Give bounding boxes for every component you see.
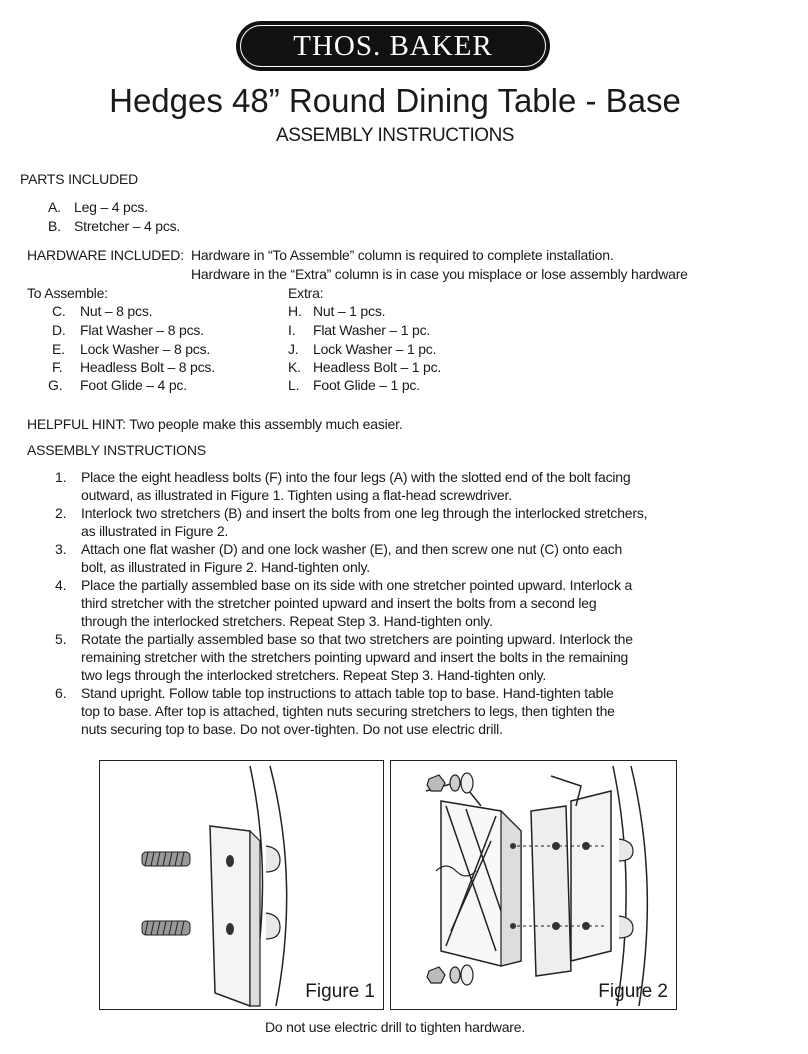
figure-1 xyxy=(99,760,384,1010)
to-assemble-item: Headless Bolt – 8 pcs. xyxy=(80,359,215,375)
step-text: Place the eight headless bolts (F) into the four legs (A) with the slotted end of the bolt facing xyxy=(81,469,631,485)
extra-letter: I. xyxy=(288,322,296,338)
figure-2-illustration xyxy=(391,761,676,1009)
step-number: 5. xyxy=(55,631,67,647)
step-text: Attach one flat washer (D) and one lock washer (E), and then screw one nut (C) onto each xyxy=(81,541,623,557)
to-assemble-item: Flat Washer – 8 pcs. xyxy=(80,322,204,338)
extra-item: Nut – 1 pcs. xyxy=(313,303,386,319)
parts-heading: PARTS INCLUDED xyxy=(20,171,139,187)
figure-1-illustration xyxy=(100,761,383,1009)
to-assemble-letter: E. xyxy=(52,341,65,357)
extra-letter: L. xyxy=(288,377,300,393)
figure-2-label: Figure 2 xyxy=(598,981,668,1002)
step-text: third stretcher with the stretcher pointed upward and insert the bolts from a second leg xyxy=(81,595,597,611)
step-number: 3. xyxy=(55,541,67,557)
figure-2 xyxy=(390,760,677,1010)
step-text: bolt, as illustrated in Figure 2. Hand-tighten only. xyxy=(81,559,370,575)
step-text: remaining stretcher with the stretchers pointing upward and insert the bolts in the remaining xyxy=(81,649,629,665)
figure-1-label: Figure 1 xyxy=(305,981,375,1002)
step-text: nuts securing top to base. Do not over-tighten. Do not use electric drill. xyxy=(81,721,503,737)
to-assemble-letter: D. xyxy=(52,322,66,338)
step-text: Interlock two stretchers (B) and insert the bolts from one leg through the interlocked stretchers, xyxy=(81,505,648,521)
parts-item-letter: A. xyxy=(48,199,61,215)
to-assemble-letter: F. xyxy=(52,359,63,375)
extra-item: Flat Washer – 1 pc. xyxy=(313,322,431,338)
extra-item: Headless Bolt – 1 pc. xyxy=(313,359,442,375)
to-assemble-item: Nut – 8 pcs. xyxy=(80,303,153,319)
step-text: Rotate the partially assembled base so that two stretchers are pointing upward. Interlock the xyxy=(81,631,633,647)
step-number: 2. xyxy=(55,505,67,521)
step-text: as illustrated in Figure 2. xyxy=(81,523,229,539)
extra-letter: K. xyxy=(288,359,301,375)
parts-item: Stretcher – 4 pcs. xyxy=(74,218,181,234)
step-text: outward, as illustrated in Figure 1. Tighten using a flat-head screwdriver. xyxy=(81,487,512,503)
hardware-note-line-2: Hardware in the “Extra” column is in case you misplace or lose assembly hardware xyxy=(191,266,688,282)
step-number: 4. xyxy=(55,577,67,593)
step-text: top to base. After top is attached, tighten nuts securing stretchers to legs, then tighten the xyxy=(81,703,615,719)
step-text: Stand upright. Follow table top instructions to attach table top to base. Hand-tighten table xyxy=(81,685,614,701)
hardware-note-line-1: Hardware in “To Assemble” column is required to complete installation. xyxy=(191,247,614,263)
page-title: Hedges 48” Round Dining Table - Base xyxy=(109,82,681,119)
brand-name: THOS. BAKER xyxy=(293,29,493,62)
step-number: 1. xyxy=(55,469,67,485)
helpful-hint: HELPFUL HINT: Two people make this assembly much easier. xyxy=(27,416,403,432)
step-text: Place the partially assembled base on its side with one stretcher pointed upward. Interlock a xyxy=(81,577,633,593)
extra-item: Lock Washer – 1 pc. xyxy=(313,341,437,357)
assembly-heading: ASSEMBLY INSTRUCTIONS xyxy=(27,442,206,458)
step-number: 6. xyxy=(55,685,67,701)
to-assemble-heading: To Assemble: xyxy=(27,285,108,301)
to-assemble-letter: C. xyxy=(52,303,66,319)
hardware-heading: HARDWARE INCLUDED: xyxy=(27,247,184,263)
parts-item: Leg – 4 pcs. xyxy=(74,199,148,215)
to-assemble-letter: G. xyxy=(48,377,63,393)
parts-item-letter: B. xyxy=(48,218,61,234)
to-assemble-item: Foot Glide – 4 pc. xyxy=(80,377,187,393)
brand-logo xyxy=(236,21,550,71)
step-text: through the interlocked stretchers. Repeat Step 3. Hand-tighten only. xyxy=(81,613,493,629)
extra-heading: Extra: xyxy=(288,285,324,301)
footer-note: Do not use electric drill to tighten hardware. xyxy=(264,1019,526,1035)
extra-item: Foot Glide – 1 pc. xyxy=(313,377,420,393)
extra-letter: J. xyxy=(288,341,299,357)
page-subtitle: ASSEMBLY INSTRUCTIONS xyxy=(276,125,514,146)
step-text: two legs through the interlocked stretchers. Repeat Step 3. Hand-tighten only. xyxy=(81,667,547,683)
to-assemble-item: Lock Washer – 8 pcs. xyxy=(80,341,211,357)
extra-letter: H. xyxy=(288,303,302,319)
